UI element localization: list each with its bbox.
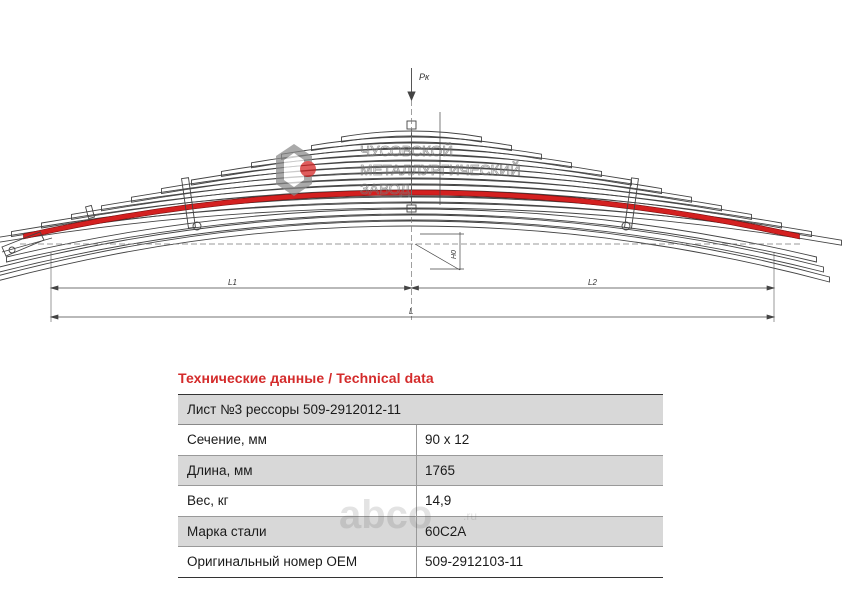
l1-label: L1 <box>228 278 237 287</box>
l2-label: L2 <box>588 278 597 287</box>
section-title: Технические данные / Technical data <box>178 370 434 386</box>
table-row <box>178 456 663 487</box>
table-row <box>178 517 663 548</box>
watermark-line-1: ЧУСОВСКОЙ <box>360 143 454 160</box>
row-value: 509-2912103-11 <box>425 554 524 570</box>
row-label: Марка стали <box>178 517 417 547</box>
row-value: 14,9 <box>425 493 452 509</box>
table-row <box>178 425 663 456</box>
row-label: Сечение, мм <box>178 425 417 455</box>
row-value: 60С2А <box>425 523 467 539</box>
table-row <box>178 547 663 577</box>
height-label: H0 <box>451 250 458 259</box>
specification-table <box>178 394 663 578</box>
l-label: L <box>409 307 414 316</box>
spring-leaves <box>0 131 842 282</box>
table-header: Лист №3 рессоры 509-2912012-11 <box>178 395 663 425</box>
l1-l2-dimension <box>51 286 774 290</box>
row-value: 90 х 12 <box>425 432 470 448</box>
table-row <box>178 486 663 517</box>
spring-leaf <box>0 221 830 282</box>
watermark-line-3: ЗАВОД <box>360 181 411 198</box>
force-label: Pк <box>419 72 430 82</box>
row-label: Оригинальный номер OEM <box>178 547 417 577</box>
watermark-line-2: МЕТАЛЛУРГИЧЕСКИЙ <box>360 162 521 179</box>
site-watermark-text: abco <box>339 493 433 537</box>
row-value: 1765 <box>425 462 456 478</box>
row-label: Длина, мм <box>178 456 417 486</box>
row-label: Вес, кг <box>178 486 417 516</box>
force-arrow <box>408 68 415 100</box>
reference-lines <box>20 100 800 320</box>
